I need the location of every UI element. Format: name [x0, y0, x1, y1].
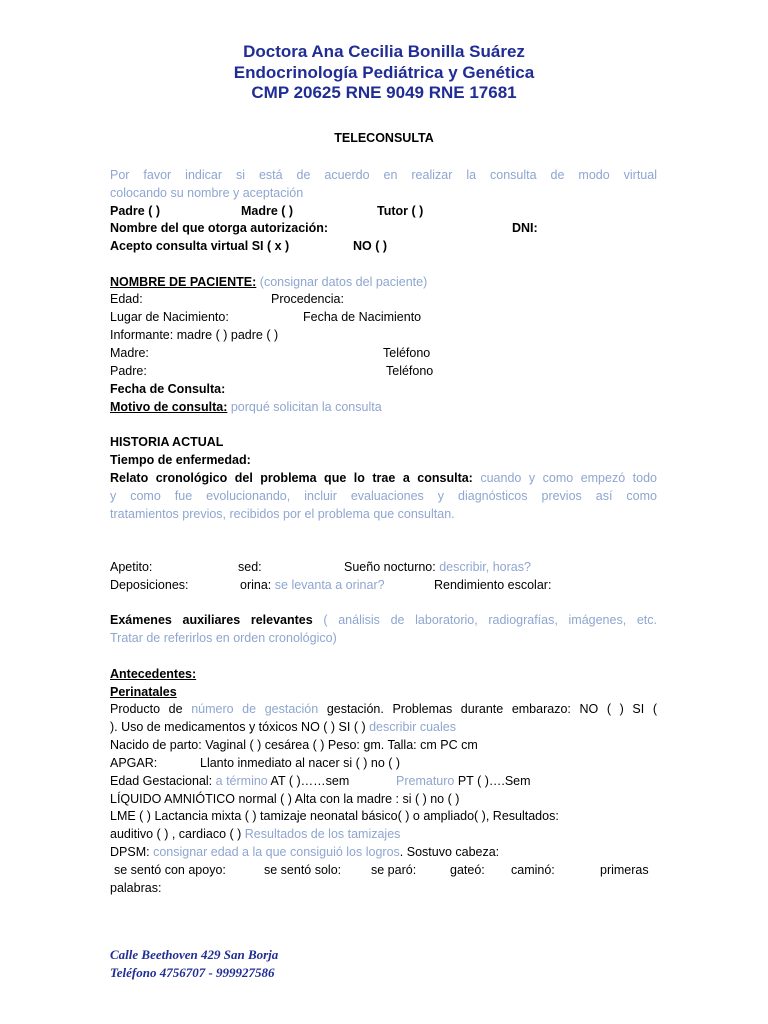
- history-heading: HISTORIA ACTUAL: [110, 435, 224, 449]
- first-cry-line: Llanto inmediato al nacer si ( ) no ( ): [200, 756, 401, 770]
- birth-type-line: Nacido de parto: Vaginal ( ) cesárea ( ) Peso: gm. Talla: cm PC cm: [110, 738, 478, 752]
- informant-label: Informante: madre ( ) padre ( ): [110, 328, 279, 342]
- chronology-label: Relato cronológico del problema que lo trae a consulta:: [110, 471, 473, 485]
- consent-intro-line1: Por favor indicar si está de acuerdo en realizar la consulta de modo virtual: [110, 168, 657, 182]
- madre-option: Madre ( ): [241, 204, 294, 218]
- consult-reason-hint: porqué solicitan la consulta: [230, 400, 382, 414]
- procedencia-label: Procedencia:: [271, 292, 344, 306]
- form-title: TELECONSULTA: [334, 131, 434, 145]
- father-phone-label: Teléfono: [386, 364, 434, 378]
- screening-results-hint: Resultados de los tamizajes: [244, 827, 401, 841]
- consult-reason-label: Motivo de consulta:: [110, 400, 228, 414]
- exams-label: Exámenes auxiliares relevantes: [110, 613, 313, 627]
- urine-line: [240, 577, 385, 593]
- padre-option: Padre ( ): [110, 204, 161, 218]
- patient-heading-line: [110, 274, 427, 290]
- consent-intro-line2: colocando su nombre y aceptación: [110, 186, 304, 200]
- amniotic-fluid-line: LÍQUIDO AMNIÓTICO normal ( ) Alta con la madre : si ( ) no ( ): [110, 792, 460, 806]
- tutor-option: Tutor ( ): [377, 204, 424, 218]
- patient-heading: NOMBRE DE PACIENTE:: [110, 275, 257, 289]
- breastfeeding-line: LME ( ) Lactancia mixta ( ) tamizaje neonatal básico( ) o ampliado( ), Resultados:: [110, 809, 559, 823]
- sat-supported-label: se sentó con apoyo:: [114, 863, 226, 877]
- bowel-label: Deposiciones:: [110, 578, 189, 592]
- consult-date-label: Fecha de Consulta:: [110, 382, 226, 396]
- preterm-field: PT ( )….Sem: [457, 774, 531, 788]
- term-field: AT ( )……sem: [270, 774, 350, 788]
- birthdate-label: Fecha de Nacimiento: [303, 310, 422, 324]
- product-label: Producto de: [110, 702, 183, 716]
- dpsm-line: [110, 844, 499, 860]
- chronology-hint-2: y como fue evolucionando, incluir evaluaciones y diagnósticos previos así como: [110, 489, 657, 503]
- preterm-line: [396, 773, 531, 789]
- dpsm-hint: consignar edad a la que consiguió los logros: [153, 845, 400, 859]
- dni-label: DNI:: [512, 221, 538, 235]
- accept-virtual-yes: Acepto consulta virtual SI ( x ): [110, 239, 290, 253]
- exams-line: [110, 612, 657, 628]
- sleep-line: [344, 559, 531, 575]
- walked-label: caminó:: [511, 863, 555, 877]
- sleep-hint: describir, horas?: [439, 560, 531, 574]
- thirst-label: sed:: [238, 560, 262, 574]
- medications-line: [110, 719, 456, 735]
- school-performance-label: Rendimiento escolar:: [434, 578, 552, 592]
- head-control-label: . Sostuvo cabeza:: [399, 845, 500, 859]
- gestational-age-label: Edad Gestacional:: [110, 774, 213, 788]
- perinatal-heading: Perinatales: [110, 685, 177, 699]
- dpsm-label: DPSM:: [110, 845, 150, 859]
- accept-virtual-no: NO ( ): [353, 239, 388, 253]
- exams-hint-2: Tratar de referirlos en orden cronológico): [110, 631, 337, 645]
- sleep-label: Sueño nocturno:: [344, 560, 436, 574]
- appetite-label: Apetito:: [110, 560, 153, 574]
- urine-hint: se levanta a orinar?: [274, 578, 385, 592]
- birthplace-label: Lugar de Nacimiento:: [110, 310, 229, 324]
- antecedents-heading: Antecedentes:: [110, 667, 197, 681]
- registry-numbers: CMP 20625 RNE 9049 RNE 17681: [251, 83, 517, 102]
- father-label: Padre:: [110, 364, 147, 378]
- apgar-label: APGAR:: [110, 756, 158, 770]
- illness-time-label: Tiempo de enfermedad:: [110, 453, 251, 467]
- footer-phone: Teléfono 4756707 - 999927586: [110, 965, 275, 980]
- gestation-number-hint: número de gestación: [191, 702, 319, 716]
- pregnancy-problems: gestación. Problemas durante embarazo: NO ( ) SI (: [326, 702, 657, 716]
- preterm-hint: Prematuro: [396, 774, 455, 788]
- words-label: palabras:: [110, 881, 162, 895]
- chronology-hint-3: tratamientos previos, recibidos por el problema que consultan.: [110, 507, 455, 521]
- mother-label: Madre:: [110, 346, 149, 360]
- specialty: Endocrinología Pediátrica y Genética: [233, 63, 535, 82]
- medications-label: ). Uso de medicamentos y tóxicos NO ( ) SI ( ): [110, 720, 366, 734]
- hearing-cardiac-label: auditivo ( ) , cardiaco ( ): [110, 827, 242, 841]
- exams-hint-1: ( análisis de laboratorio, radiografías, imágenes, etc.: [323, 613, 657, 627]
- first-words-label: primeras: [600, 863, 649, 877]
- medications-hint: describir cuales: [369, 720, 456, 734]
- patient-heading-hint: (consignar datos del paciente): [259, 275, 428, 289]
- gestational-age-line: [110, 773, 349, 789]
- chronology-line: [110, 470, 657, 486]
- consult-reason-line: [110, 399, 382, 415]
- sat-alone-label: se sentó solo:: [264, 863, 342, 877]
- term-hint: a término: [215, 774, 268, 788]
- crawled-label: gateó:: [450, 863, 485, 877]
- gestation-line: [110, 701, 657, 717]
- authorizer-name-label: Nombre del que otorga autorización:: [110, 221, 329, 235]
- footer-address: Calle Beethoven 429 San Borja: [110, 947, 279, 962]
- doctor-name: Doctora Ana Cecilia Bonilla Suárez: [243, 42, 525, 61]
- screening-line: [110, 826, 400, 842]
- mother-phone-label: Teléfono: [383, 346, 431, 360]
- stood-label: se paró:: [371, 863, 417, 877]
- chronology-hint-1: cuando y como empezó todo: [480, 471, 657, 485]
- urine-label: orina:: [240, 578, 272, 592]
- edad-label: Edad:: [110, 292, 143, 306]
